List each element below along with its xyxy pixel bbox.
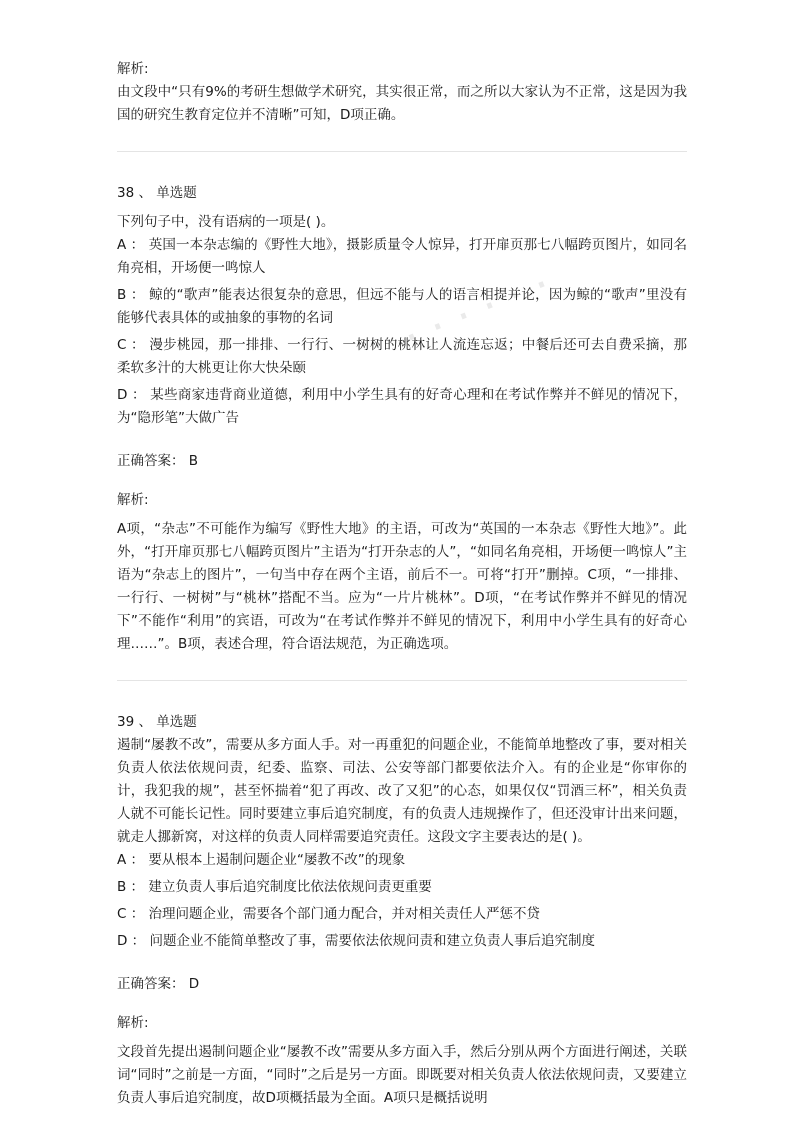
option-c: C ： 漫步桃园，那一排排、一行行、一树树的桃林让人流连忘返；中餐后还可去自费采摘，那柔软多汁的大桃更让你大快朵颐 — [117, 337, 687, 376]
option-b: B ： 鲸的“歌声”能表达很复杂的意思，但远不能与人的语言相提并论，因为鲸的“歌声”里没有能够代表具体的或抽象的事物的名词 — [117, 287, 687, 326]
analysis-label: 解析: — [117, 61, 149, 77]
option-a: A ： 要从根本上遏制问题企业“屡教不改”的现象 — [117, 852, 406, 868]
correct-answer: 正确答案： D — [117, 976, 200, 992]
analysis-text: 由文段中“只有9%的考研生想做学术研究，其实很正常，而之所以大家认为不正常，这是因为我国的研究生教育定位并不清晰”可知，D项正确。 — [117, 84, 687, 123]
divider — [117, 151, 687, 152]
question-38 — [117, 182, 687, 656]
analysis-label: 解析: — [117, 492, 149, 508]
correct-answer: 正确答案： B — [117, 453, 199, 469]
prev-analysis-section — [117, 58, 687, 127]
option-d: D ： 某些商家违背商业道德，利用中小学生具有的好奇心理和在考试作弊并不鲜见的情况下，为“隐形笔”大做广告 — [117, 387, 687, 426]
divider — [117, 680, 687, 681]
analysis-label: 解析: — [117, 1015, 149, 1031]
analysis-text: 文段首先提出遏制问题企业“屡教不改”需要从多方面入手，然后分别从两个方面进行阐述，关联词“同时”之前是一方面，“同时”之后是另一方面。即既要对相关负责人依法依规问责，又要建立负责人事后追究制度，故D项概括最为全面。A项只是概括说明 — [117, 1044, 687, 1106]
option-d: D ： 问题企业不能简单整改了事，需要依法依规问责和建立负责人事后追究制度 — [117, 933, 595, 949]
question-stem: 下列句子中，没有语病的一项是( )。 — [117, 214, 335, 230]
question-header: 38 、 单选题 — [117, 185, 197, 201]
option-b: B ： 建立负责人事后追究制度比依法依规问责更重要 — [117, 879, 432, 895]
question-39 — [117, 711, 687, 1110]
question-header: 39 、 单选题 — [117, 714, 197, 730]
watermark: · · · · · · — [396, 259, 558, 364]
document-page — [117, 58, 687, 1110]
option-a: A ： 英国一本杂志编的《野性大地》，摄影质量令人惊异，打开扉页那七八幅跨页图片，如同名角亮相，开场便一鸣惊人 — [117, 237, 687, 276]
analysis-text: A项，“杂志”不可能作为编写《野性大地》的主语，可改为“英国的一本杂志《野性大地》”。此外，“打开扉页那七八幅跨页图片”主语为“打开杂志的人”，“如同名角亮相，开场便一鸣惊人”主语为“杂志上的图片”，一句当中存在两个主语，前后不一。可将“打开”删掉。C项，“一排排、一行行、一树树”与“桃林”搭配不当。应为“一片片桃林”。D项，“在考试作弊并不鲜见的情况下”不能作“利用”的宾语，可改为“在考试作弊并不鲜见的情况下，利用中小学生具有的好奇心理……”。B项，表述合理，符合语法规范，为正确选项。 — [117, 521, 687, 652]
question-stem: 遏制“屡教不改”，需要从多方面人手。对一再重犯的问题企业，不能简单地整改了事，要对相关负责人依法依规问责，纪委、监察、司法、公安等部门都要依法介入。有的企业是“你审你的计，我犯我的规”，甚至怀揣着“犯了再改、改了又犯”的心态，如果仅仅“罚酒三杯”，相关负责人就不可能长记性。同时要建立事后追究制度，有的负责人违规操作了，但还没审计出来问题，就走人挪新窝，对这样的负责人同样需要追究责任。这段文字主要表达的是( )。 — [117, 737, 687, 845]
option-c: C ： 治理问题企业，需要各个部门通力配合，并对相关责任人严惩不贷 — [117, 906, 541, 922]
